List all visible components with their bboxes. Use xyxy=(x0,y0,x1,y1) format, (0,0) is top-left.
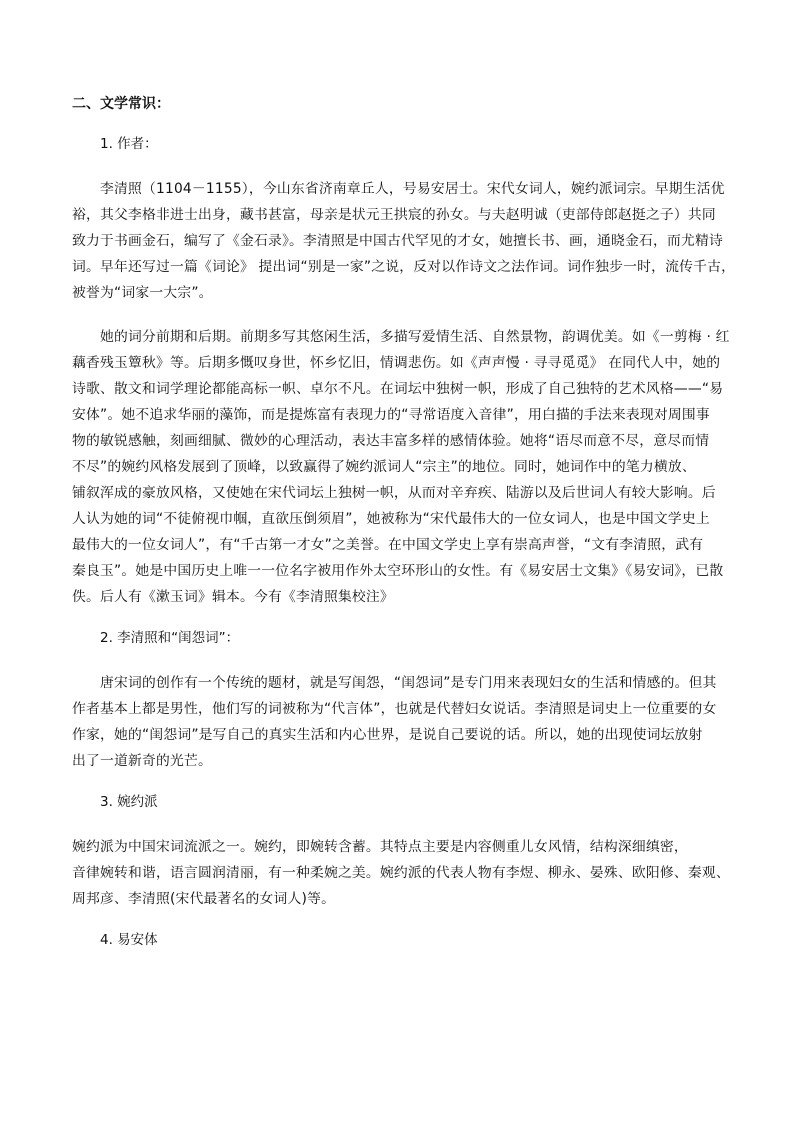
text-line: 作家，她的“闺怨词”是写自己的真实生活和内心世界，是说自己要说的话。所以，她的出现使词坛放射 xyxy=(72,727,703,743)
subsection-title-author: 1. 作者： xyxy=(100,136,158,152)
text-line: 唐宋词的创作有一个传统的题材，就是写闺怨，“闺怨词”是专门用来表现妇女的生活和情感的。但其 xyxy=(100,675,717,691)
text-line: 被誉为“词家一大宗”。 xyxy=(72,285,213,301)
text-line: 人认为她的词“不徒俯视巾帼，直欲压倒须眉”，她被称为“宋代最伟大的一位女词人，也是中国文学史上 xyxy=(72,511,710,527)
text-line: 出了一道新奇的光芒。 xyxy=(72,753,212,769)
paragraph-wanyue-school xyxy=(72,834,730,912)
text-line: 作者基本上都是男性，他们写的词被称为“代言体”，也就是代替妇女说话。李清照是词史上一位重要的女 xyxy=(72,701,717,717)
text-line: 佚。后人有《漱玉词》辑本。今有《李清照集校注》 xyxy=(72,589,394,605)
text-line: 秦良玉”。她是中国历史上唯一一位名字被用作外太空环形山的女性。有《易安居士文集》《易安词》，已散 xyxy=(72,563,724,579)
text-line: 安体”。她不追求华丽的藻饰，而是提炼富有表现力的“寻常语度入音律”，用白描的手法来表现对周围事 xyxy=(72,407,710,423)
text-line: 诗歌、散文和词学理论都能高标一帜、卓尔不凡。在词坛中独树一帜，形成了自己独特的艺术风格——“易 xyxy=(72,381,724,397)
text-line: 裕，其父李格非进士出身，藏书甚富，母亲是状元王拱宸的孙女。与夫赵明诚（吏部侍郎赵挺之子）共同 xyxy=(72,207,716,223)
subsection-title-boudoir: 2. 李清照和“闺怨词”： xyxy=(100,630,240,646)
text-line: 她的词分前期和后期。前期多写其悠闲生活，多描写爱情生活、自然景物，韵调优美。如《一剪梅 · 红 xyxy=(100,329,730,345)
text-line: 不尽”的婉约风格发展到了顶峰，以致赢得了婉约派词人“宗主”的地位。同时，她词作中的笔力横放、 xyxy=(72,459,696,475)
text-line: 音律婉转和谐，语言圆润清丽，有一种柔婉之美。婉约派的代表人物有李煜、柳永、晏殊、欧阳修、秦观、 xyxy=(72,865,730,881)
text-line: 最伟大的一位女词人”，有“千古第一才女”之美誉。在中国文学史上享有崇高声誉，“文有李清照，武有 xyxy=(72,537,704,553)
paragraph-author-bio xyxy=(72,176,736,306)
subsection-title-wanyue: 3. 婉约派 xyxy=(100,794,158,810)
paragraph-boudoir-ci xyxy=(72,670,722,774)
text-line: 致力于书画金石，编写了《金石录》。李清照是中国古代罕见的才女，她擅长书、画，通晓金石，而尤精诗 xyxy=(72,233,723,249)
text-line: 词。早年还写过一篇《词论》 提出词“别是一家”之说，反对以作诗文之法作词。词作独步一时，流传千古， xyxy=(72,259,736,275)
text-line: 婉约派为中国宋词流派之一。婉约，即婉转含蓄。其特点主要是内容侧重儿女风情，结构深细缜密， xyxy=(72,839,688,855)
paragraph-author-style xyxy=(72,324,730,610)
text-line: 周邦彦、李清照(宋代最著名的女词人)等。 xyxy=(72,891,336,907)
text-line: 物的敏锐感触，刻画细腻、微妙的心理活动，表达丰富多样的感情体验。她将“语尽而意不尽，意尽而情 xyxy=(72,433,710,449)
text-line: 李清照（1104－1155），今山东省济南章丘人，号易安居士。宋代女词人，婉约派词宗。早期生活优 xyxy=(100,181,725,197)
section-heading: 二、文学常识： xyxy=(72,96,170,112)
text-line: 藕香残玉簟秋》等。后期多慨叹身世，怀乡忆旧，情调悲伤。如《声声慢 · 寻寻觅觅》 在同代人中，她的 xyxy=(72,355,721,371)
text-line: 铺叙浑成的豪放风格，又使她在宋代词坛上独树一帜，从而对辛弃疾、陆游以及后世词人有较大影响。后 xyxy=(72,485,716,501)
subsection-title-yian-style: 4. 易安体 xyxy=(100,932,158,948)
